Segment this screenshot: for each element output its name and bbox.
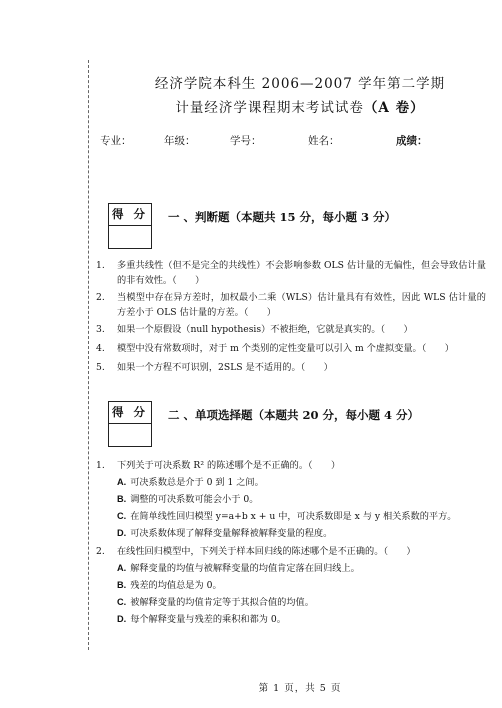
course-exam-name: 计量经济学课程期末考试试卷 — [175, 100, 364, 116]
question-number: 1. — [96, 460, 105, 471]
option-letter: B. — [117, 494, 127, 504]
question-number: 2. — [96, 292, 105, 303]
mc1-option-a — [117, 475, 487, 490]
question-text: 在线性回归模型中，下列关于样本回归线的陈述哪个是不正确的。（ ） — [117, 546, 416, 557]
section1-title: 一 、判断题（本题共 15 分，每小题 3 分） — [168, 210, 397, 224]
exam-title-line1: 经济学院本科生 2006—2007 学年第二学期 — [154, 76, 446, 92]
score-box-blank[interactable] — [109, 424, 151, 446]
student-id-label: 学号： — [230, 135, 262, 147]
mc2-option-b — [117, 578, 487, 593]
mc1-option-b — [117, 492, 487, 507]
option-letter: C. — [117, 597, 127, 607]
option-text: 每个解释变量与残差的乘积和都为 0。 — [130, 614, 286, 625]
question-text: 多重共线性（但不是完全的共线性）不会影响参数 OLS 估计量的无偏性，但会导致估计量的非有效性。（ ） — [117, 260, 486, 286]
question-text: 下列关于可决系数 R² 的陈述哪个是不正确的。（ ） — [117, 460, 341, 471]
option-letter: D. — [117, 614, 127, 624]
question-text: 当模型中存在异方差时，加权最小二乘（WLS）估计量具有有效性，因此 WLS 估计量的方差小于 OLS 估计量的方差。（ ） — [117, 292, 486, 318]
option-text: 解释变量的均值与被解释变量的均值肯定落在回归线上。 — [130, 563, 360, 574]
question-number: 1. — [96, 260, 105, 271]
mc1-option-d — [117, 526, 487, 541]
question-number: 3. — [96, 324, 105, 335]
question-number: 5. — [96, 362, 105, 373]
mc2-option-d — [117, 612, 487, 627]
score-box-section1 — [108, 203, 152, 249]
mc1-option-c — [117, 509, 487, 524]
option-letter: C. — [117, 511, 127, 521]
question-number: 4. — [96, 343, 105, 354]
question-text: 如果一个原假设（null hypothesis）不被拒绝，它就是真实的。（ ） — [117, 324, 413, 335]
score-box-section2 — [108, 401, 152, 447]
grade-label: 年级： — [164, 135, 196, 147]
score-box-blank[interactable] — [109, 226, 151, 248]
tf-question-3 — [96, 322, 486, 337]
tf-question-1 — [96, 258, 486, 288]
tf-question-5 — [96, 360, 486, 375]
tf-question-2 — [96, 290, 486, 320]
score-label: 成绩： — [396, 135, 428, 147]
mc2-option-c — [117, 595, 487, 610]
option-text: 调整的可决系数可能会小于 0。 — [130, 494, 259, 505]
option-letter: B. — [117, 580, 127, 590]
page-number-footer: 第 1 页，共 5 页 — [258, 683, 342, 694]
score-box-label: 得 分 — [109, 402, 151, 424]
option-text: 可决系数体现了解释变量解释被解释变量的程度。 — [130, 528, 333, 539]
option-text: 可决系数总是介于 0 到 1 之间。 — [130, 477, 264, 488]
question-number: 2. — [96, 546, 105, 557]
mc2-option-a — [117, 561, 487, 576]
name-label: 姓名： — [308, 135, 340, 147]
tf-question-4 — [96, 341, 486, 356]
binding-dashed-line — [88, 60, 89, 650]
paper-version: （A 卷） — [363, 100, 425, 116]
question-text: 如果一个方程不可识别，2SLS 是不适用的。（ ） — [117, 362, 333, 373]
option-text: 残差的均值总是为 0。 — [130, 580, 222, 591]
option-text: 被解释变量的均值肯定等于其拟合值的均值。 — [130, 597, 314, 608]
section2-title: 二 、单项选择题（本题共 20 分，每小题 4 分） — [168, 408, 420, 422]
question-text: 模型中没有常数项时，对于 m 个类别的定性变量可以引入 m 个虚拟变量。（ ） — [117, 343, 454, 354]
mc-question-2 — [96, 544, 486, 559]
option-letter: A. — [117, 477, 127, 487]
major-label: 专业： — [100, 135, 132, 147]
score-box-label: 得 分 — [109, 204, 151, 226]
option-letter: D. — [117, 528, 127, 538]
option-text: 在简单线性回归模型 y=a+b x + u 中，可决系数即是 x 与 y 相关系数的平方。 — [130, 511, 457, 522]
option-letter: A. — [117, 563, 127, 573]
exam-title-line2 — [100, 96, 500, 116]
mc-question-1 — [96, 458, 486, 473]
